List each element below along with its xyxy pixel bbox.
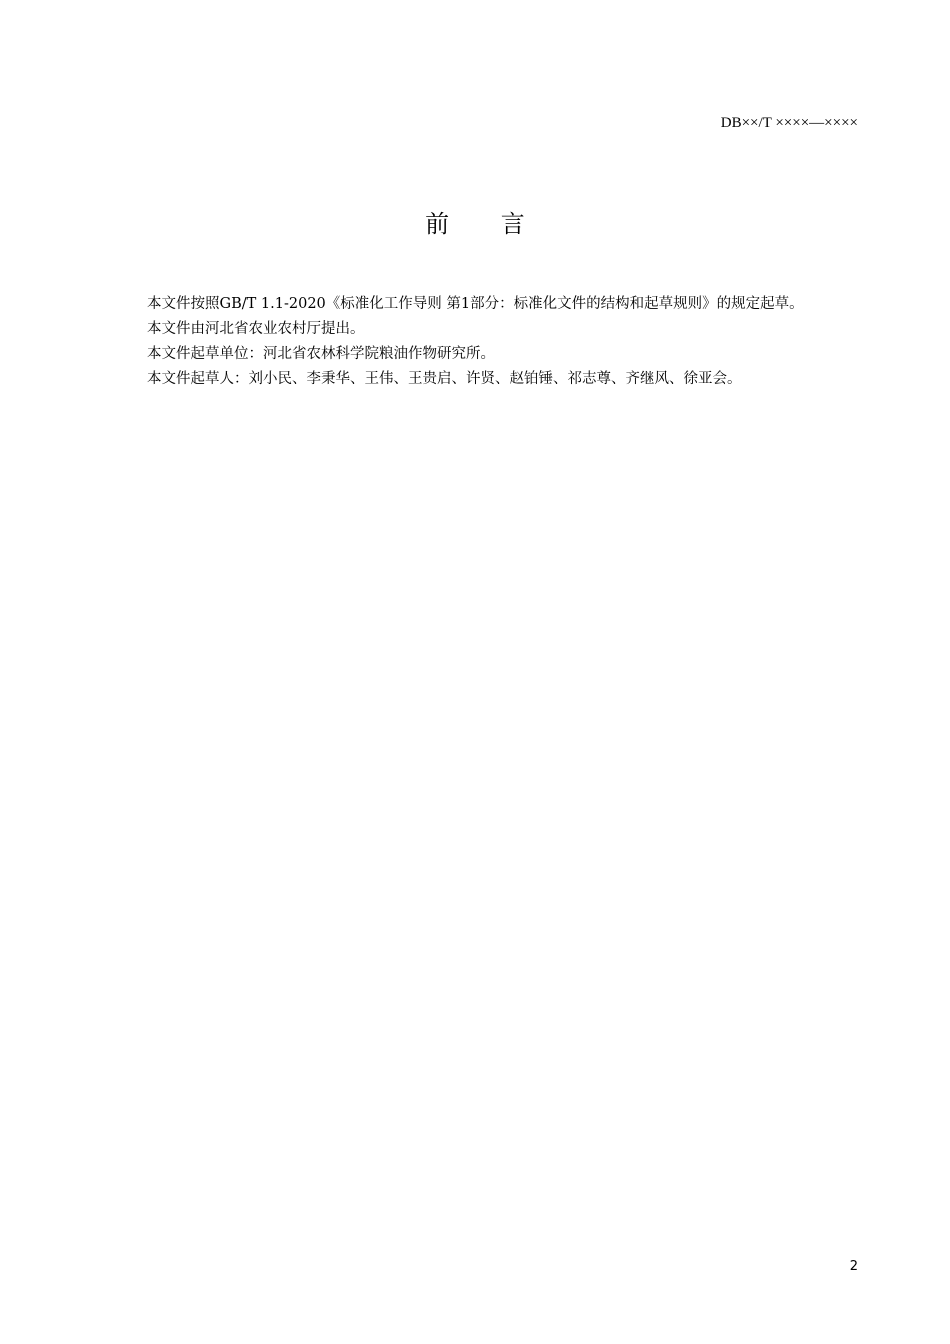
- paragraph-drafting-unit: 本文件起草单位：河北省农林科学院粮油作物研究所。: [147, 346, 495, 362]
- paragraph-proposer: 本文件由河北省农业农村厅提出。: [147, 321, 365, 337]
- document-code: DB××/T ××××—××××: [720, 115, 858, 131]
- page-number: 2: [849, 1259, 858, 1274]
- section-title: 前 言: [425, 210, 547, 238]
- paragraph-drafters: 本文件起草人：刘小民、李秉华、王伟、王贵启、许贤、赵铂锤、祁志尊、齐继风、徐亚会。: [147, 371, 742, 387]
- preface-body: [113, 292, 859, 392]
- paragraph-standard-basis: 本文件按照GB/T 1.1-2020《标准化工作导则 第1部分：标准化文件的结构和起草规则》的规定起草。: [147, 296, 804, 312]
